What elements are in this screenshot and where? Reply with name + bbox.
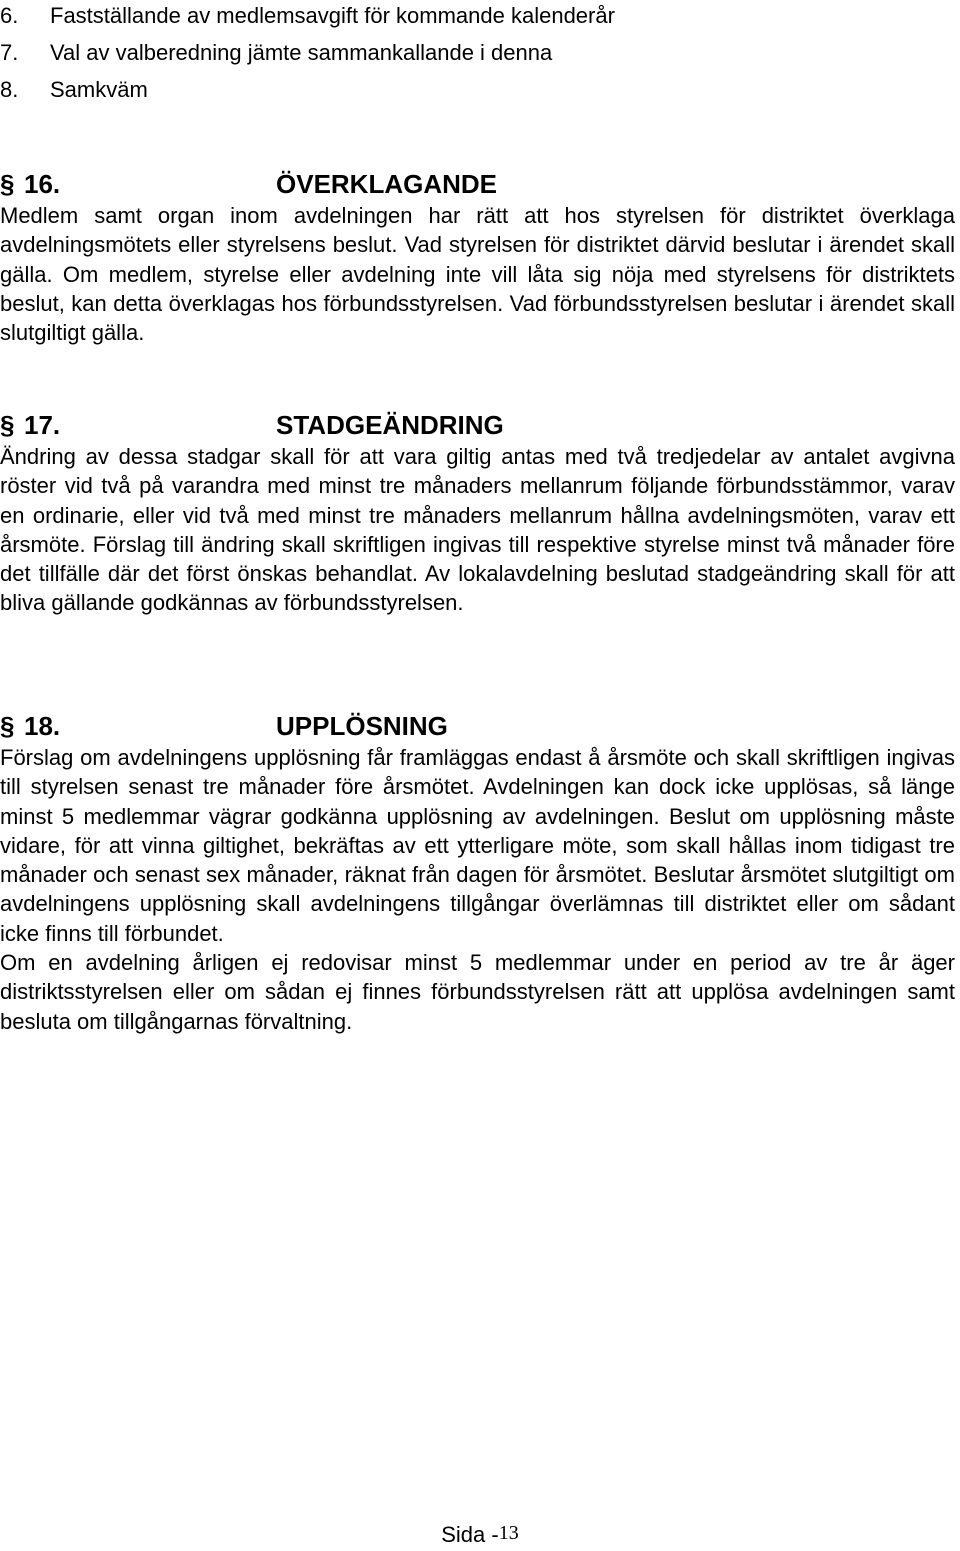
section-paragraph: Ändring av dessa stadgar skall för att vara giltig antas med två tredjedelar av antalet avgivna röster vid två på varandra med minst tre månaders mellanrum följande förbundsstämmor, varav en ordinarie, eller vid två med minst tre månaders mellanrum hållna avdelningsmöten, varav ett årsmöte. Förslag till ändring skall skriftligen ingivas till respektive styrelse minst två månader före det tillfälle där det först önskas behandlat. Av lokalavdelning beslutad stadgeändring skall för att bliva gällande godkännas av förbundsstyrelsen. [0, 444, 955, 616]
list-item-text: Fastställande av medlemsavgift för kommande kalenderår [50, 3, 615, 28]
page-number: 13 [498, 1522, 519, 1544]
list-item [0, 0, 955, 34]
list-item-number: 6. [0, 3, 19, 28]
section-number: 16. [24, 169, 61, 199]
list-item [0, 34, 955, 71]
section-title: STADGEÄNDRING [276, 410, 504, 440]
page-label: Sida - [441, 1522, 499, 1547]
agenda-list [0, 0, 955, 108]
list-item-number: 8. [0, 77, 19, 102]
section-paragraph: Medlem samt organ inom avdelningen har rätt att hos styrelsen för distriktet överklaga avdelningsmötets eller styrelsens beslut. Vad styrelsen för distriktet därvid beslutar i ärendet skall gälla. Om medlem, styrelse eller avdelning inte vill låta sig nöja med styrelsens för distriktets beslut, kan detta överklagas hos förbundsstyrelsen. Vad förbundsstyrelsen beslutar i ärendet skall slutgiltigt gälla. [0, 203, 955, 346]
section-heading [0, 168, 955, 201]
section-paragraph: Om en avdelning årligen ej redovisar minst 5 medlemmar under en period av tre år äger distriktsstyrelsen eller om sådan ej finnes förbundsstyrelsen rätt att upplösa avdelningen samt besluta om tillgångarnas förvaltning. [0, 950, 955, 1034]
section-sign: § [0, 711, 15, 741]
section-title: UPPLÖSNING [276, 711, 448, 741]
section-18 [0, 710, 955, 1036]
section-17 [0, 409, 955, 618]
section-16 [0, 168, 955, 347]
section-paragraph: Förslag om avdelningens upplösning får framläggas endast å årsmöte och skall skriftligen ingivas till styrelsen senast tre månader före årsmötet. Avdelningen kan dock icke upplösas, så länge minst 5 medlemmar vägrar godkänna upplösning av avdelningen. Beslut om upplösning måste vidare, för att vinna giltighet, bekräftas av ett ytterligare möte, som skall hållas inom tidigast tre månader och senast sex månader, räknat från dagen för årsmötet. Beslutar årsmötet slutgiltigt om avdelningens upplösning skall avdelningens tillgångar överlämnas till distriktet eller om sådant icke finns till förbundet. [0, 745, 955, 946]
section-number: 18. [24, 711, 61, 741]
list-item [0, 71, 955, 108]
list-item-number: 7. [0, 40, 19, 65]
section-number: 17. [24, 410, 61, 440]
section-title: ÖVERKLAGANDE [276, 169, 498, 199]
section-sign: § [0, 169, 15, 199]
list-item-text: Val av valberedning jämte sammankallande i denna [50, 40, 553, 65]
section-heading [0, 409, 955, 442]
section-sign: § [0, 410, 15, 440]
section-heading [0, 710, 955, 743]
page-footer [0, 1520, 960, 1551]
list-item-text: Samkväm [50, 77, 148, 102]
